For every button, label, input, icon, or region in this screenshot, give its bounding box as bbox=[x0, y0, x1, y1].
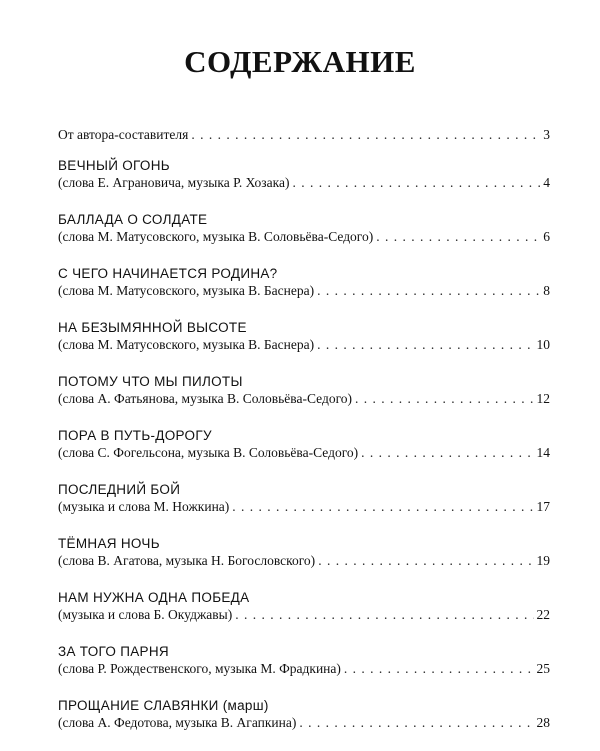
song-title: НАМ НУЖНА ОДНА ПОБЕДА bbox=[58, 590, 250, 605]
toc-line bbox=[58, 336, 550, 353]
table-of-contents bbox=[58, 126, 550, 751]
toc-entry[interactable] bbox=[58, 427, 550, 461]
song-credits: (слова Р. Рождественского, музыка М. Фрадкина) bbox=[58, 661, 341, 676]
dot-leader bbox=[344, 660, 534, 677]
page-number: 25 bbox=[536, 661, 550, 676]
song-credits: (слова В. Агатова, музыка Н. Богословского) bbox=[58, 553, 316, 568]
page-number: 28 bbox=[536, 715, 550, 730]
page-number: 19 bbox=[536, 553, 550, 568]
song-credits: (слова С. Фогельсона, музыка В. Соловьёва-Седого) bbox=[58, 445, 359, 460]
song-credits: (музыка и слова М. Ножкина) bbox=[58, 499, 230, 514]
toc-entry[interactable] bbox=[58, 589, 550, 623]
page-number: 3 bbox=[543, 127, 550, 142]
song-title: ПОТОМУ ЧТО МЫ ПИЛОТЫ bbox=[58, 374, 243, 389]
toc-line bbox=[58, 282, 550, 299]
song-title: НА БЕЗЫМЯННОЙ ВЫСОТЕ bbox=[58, 320, 247, 335]
song-title: ПОРА В ПУТЬ-ДОРОГУ bbox=[58, 428, 212, 443]
dot-leader bbox=[232, 498, 533, 515]
toc-entry[interactable] bbox=[58, 697, 550, 731]
dot-leader bbox=[191, 126, 540, 143]
toc-line bbox=[58, 390, 550, 407]
toc-entry[interactable] bbox=[58, 157, 550, 191]
dot-leader bbox=[317, 336, 533, 353]
dot-leader bbox=[299, 714, 533, 731]
song-title: ВЕЧНЫЙ ОГОНЬ bbox=[58, 158, 170, 173]
page-number: 17 bbox=[536, 499, 550, 514]
toc-line bbox=[58, 606, 550, 623]
toc-line bbox=[58, 228, 550, 245]
song-title: ПРОЩАНИЕ СЛАВЯНКИ (марш) bbox=[58, 698, 269, 713]
toc-entry[interactable] bbox=[58, 481, 550, 515]
dot-leader bbox=[292, 174, 540, 191]
song-credits: (слова А. Федотова, музыка В. Агапкина) bbox=[58, 715, 297, 730]
toc-line bbox=[58, 660, 550, 677]
toc-line bbox=[58, 552, 550, 569]
dot-leader bbox=[355, 390, 533, 407]
song-title: С ЧЕГО НАЧИНАЕТСЯ РОДИНА? bbox=[58, 266, 278, 281]
page-number: 6 bbox=[543, 229, 550, 244]
song-credits: (слова М. Матусовского, музыка В. Соловьёва-Седого) bbox=[58, 229, 374, 244]
page-title: СОДЕРЖАНИЕ bbox=[184, 44, 416, 79]
toc-entry[interactable] bbox=[58, 265, 550, 299]
dot-leader bbox=[235, 606, 533, 623]
toc-entry[interactable] bbox=[58, 535, 550, 569]
song-credits: (слова А. Фатьянова, музыка В. Соловьёва-Седого) bbox=[58, 391, 353, 406]
toc-entry-intro[interactable] bbox=[58, 126, 550, 143]
toc-entry-text: От автора-составителя bbox=[58, 127, 189, 142]
song-title: БАЛЛАДА О СОЛДАТЕ bbox=[58, 212, 208, 227]
dot-leader bbox=[361, 444, 533, 461]
dot-leader bbox=[318, 552, 533, 569]
song-title: ЗА ТОГО ПАРНЯ bbox=[58, 644, 169, 659]
page-number: 12 bbox=[536, 391, 550, 406]
toc-line bbox=[58, 126, 550, 143]
song-credits: (музыка и слова Б. Окуджавы) bbox=[58, 607, 233, 622]
page-number: 10 bbox=[536, 337, 550, 352]
song-credits: (слова М. Матусовского, музыка В. Баснера) bbox=[58, 283, 315, 298]
dot-leader bbox=[317, 282, 540, 299]
toc-line bbox=[58, 498, 550, 515]
page-number: 22 bbox=[536, 607, 550, 622]
page-number: 4 bbox=[543, 175, 550, 190]
song-title: ТЁМНАЯ НОЧЬ bbox=[58, 536, 160, 551]
page-number: 8 bbox=[543, 283, 550, 298]
song-credits: (слова Е. Аграновича, музыка Р. Хозака) bbox=[58, 175, 290, 190]
toc-line bbox=[58, 174, 550, 191]
toc-line bbox=[58, 714, 550, 731]
toc-entry[interactable] bbox=[58, 643, 550, 677]
song-title: ПОСЛЕДНИЙ БОЙ bbox=[58, 482, 181, 497]
toc-entry[interactable] bbox=[58, 373, 550, 407]
toc-line bbox=[58, 444, 550, 461]
song-credits: (слова М. Матусовского, музыка В. Баснера) bbox=[58, 337, 315, 352]
toc-entry[interactable] bbox=[58, 319, 550, 353]
page-number: 14 bbox=[536, 445, 550, 460]
dot-leader bbox=[376, 228, 540, 245]
toc-entry[interactable] bbox=[58, 211, 550, 245]
